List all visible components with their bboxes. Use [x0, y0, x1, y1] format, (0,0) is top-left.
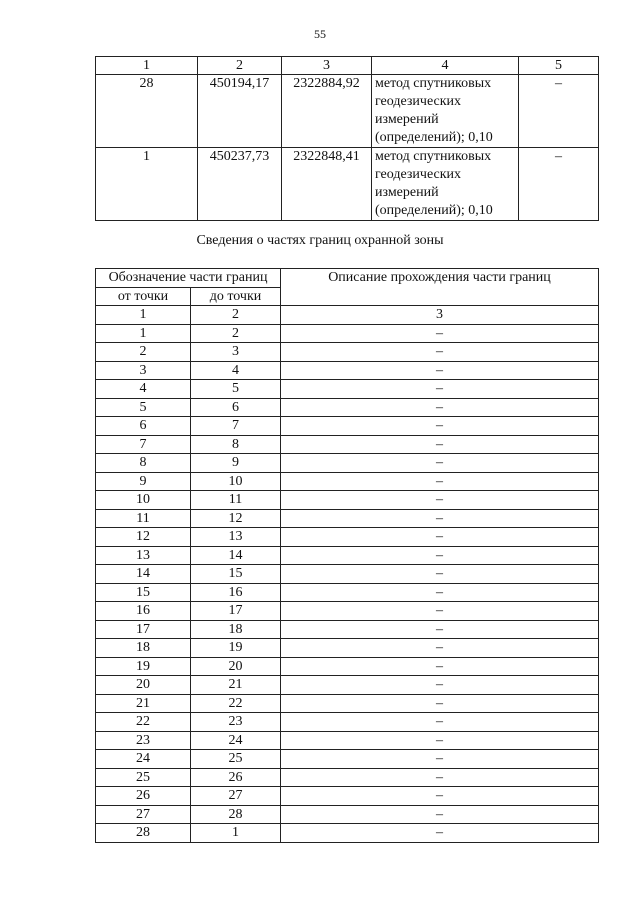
to-point-cell: 3	[191, 343, 281, 362]
parts-row	[96, 491, 599, 510]
parts-row	[96, 639, 599, 658]
to-point-cell: 25	[191, 750, 281, 769]
parts-row	[96, 454, 599, 473]
from-point-cell: 26	[96, 787, 191, 806]
y-coordinate-cell: 2322848,41	[282, 148, 372, 221]
from-point-cell: 23	[96, 731, 191, 750]
method-line: геодезических	[375, 94, 462, 109]
description-cell: –	[281, 565, 599, 584]
parts-row	[96, 509, 599, 528]
coord-header-cell: 2	[198, 57, 282, 75]
from-point-cell: 6	[96, 417, 191, 436]
description-cell: –	[281, 380, 599, 399]
method-line: измерений	[375, 112, 439, 127]
from-point-cell: 25	[96, 768, 191, 787]
from-point-cell: 9	[96, 472, 191, 491]
description-cell: –	[281, 676, 599, 695]
coord-header-row	[96, 57, 599, 75]
from-point-cell: 5	[96, 398, 191, 417]
description-cell: –	[281, 602, 599, 621]
to-point-cell: 14	[191, 546, 281, 565]
coord-row	[96, 148, 599, 221]
column-number-cell: 3	[281, 306, 599, 325]
description-cell: –	[281, 343, 599, 362]
parts-row	[96, 583, 599, 602]
point-cell: 1	[96, 148, 198, 221]
parts-row	[96, 343, 599, 362]
method-cell	[372, 148, 519, 221]
y-coordinate-cell: 2322884,92	[282, 75, 372, 148]
parts-colnum-row	[96, 306, 599, 325]
coord-header-cell: 4	[372, 57, 519, 75]
note-cell: –	[519, 75, 599, 148]
from-point-cell: 24	[96, 750, 191, 769]
to-point-cell: 13	[191, 528, 281, 547]
from-point-cell: 4	[96, 380, 191, 399]
parts-row	[96, 565, 599, 584]
to-point-cell: 28	[191, 805, 281, 824]
from-point-cell: 1	[96, 324, 191, 343]
parts-row	[96, 750, 599, 769]
description-cell: –	[281, 731, 599, 750]
from-point-cell: 14	[96, 565, 191, 584]
coord-row	[96, 75, 599, 148]
to-point-cell: 21	[191, 676, 281, 695]
header-from-cell: от точки	[96, 287, 191, 306]
section-title: Сведения о частях границ охранной зоны	[196, 233, 444, 248]
parts-row	[96, 824, 599, 843]
method-line: измерений	[375, 185, 439, 200]
from-point-cell: 22	[96, 713, 191, 732]
to-point-cell: 16	[191, 583, 281, 602]
x-coordinate-cell: 450194,17	[198, 75, 282, 148]
from-point-cell: 13	[96, 546, 191, 565]
from-point-cell: 10	[96, 491, 191, 510]
from-point-cell: 15	[96, 583, 191, 602]
to-point-cell: 2	[191, 324, 281, 343]
to-point-cell: 23	[191, 713, 281, 732]
from-point-cell: 16	[96, 602, 191, 621]
parts-row	[96, 694, 599, 713]
coord-header-cell: 1	[96, 57, 198, 75]
method-cell	[372, 75, 519, 148]
parts-row	[96, 435, 599, 454]
x-coordinate-cell: 450237,73	[198, 148, 282, 221]
description-cell: –	[281, 805, 599, 824]
parts-row	[96, 324, 599, 343]
to-point-cell: 27	[191, 787, 281, 806]
from-point-cell: 21	[96, 694, 191, 713]
method-line: метод спутниковых	[375, 149, 492, 164]
description-cell: –	[281, 657, 599, 676]
description-cell: –	[281, 750, 599, 769]
description-cell: –	[281, 824, 599, 843]
header-group-cell: Обозначение части границ	[96, 269, 281, 288]
parts-row	[96, 713, 599, 732]
header-desc-cell: Описание прохождения части границ	[281, 269, 599, 306]
to-point-cell: 22	[191, 694, 281, 713]
method-line: (определений); 0,10	[375, 203, 493, 218]
to-point-cell: 4	[191, 361, 281, 380]
to-point-cell: 20	[191, 657, 281, 676]
to-point-cell: 15	[191, 565, 281, 584]
method-line: метод спутниковых	[375, 76, 492, 91]
to-point-cell: 26	[191, 768, 281, 787]
description-cell: –	[281, 398, 599, 417]
boundary-parts-table	[95, 268, 599, 843]
description-cell: –	[281, 472, 599, 491]
description-cell: –	[281, 713, 599, 732]
from-point-cell: 3	[96, 361, 191, 380]
description-cell: –	[281, 768, 599, 787]
parts-row	[96, 417, 599, 436]
to-point-cell: 5	[191, 380, 281, 399]
from-point-cell: 8	[96, 454, 191, 473]
description-cell: –	[281, 491, 599, 510]
description-cell: –	[281, 546, 599, 565]
from-point-cell: 18	[96, 639, 191, 658]
from-point-cell: 11	[96, 509, 191, 528]
parts-row	[96, 731, 599, 750]
from-point-cell: 17	[96, 620, 191, 639]
to-point-cell: 10	[191, 472, 281, 491]
parts-row	[96, 676, 599, 695]
to-point-cell: 24	[191, 731, 281, 750]
to-point-cell: 6	[191, 398, 281, 417]
description-cell: –	[281, 324, 599, 343]
parts-row	[96, 787, 599, 806]
header-to-cell: до точки	[191, 287, 281, 306]
parts-header-row	[96, 269, 599, 288]
from-point-cell: 19	[96, 657, 191, 676]
parts-row	[96, 768, 599, 787]
parts-row	[96, 528, 599, 547]
description-cell: –	[281, 639, 599, 658]
to-point-cell: 1	[191, 824, 281, 843]
description-cell: –	[281, 528, 599, 547]
coord-header-cell: 5	[519, 57, 599, 75]
coord-header-cell: 3	[282, 57, 372, 75]
to-point-cell: 11	[191, 491, 281, 510]
from-point-cell: 20	[96, 676, 191, 695]
parts-row	[96, 620, 599, 639]
column-number-cell: 1	[96, 306, 191, 325]
coordinates-table	[95, 56, 599, 221]
description-cell: –	[281, 454, 599, 473]
parts-row	[96, 805, 599, 824]
to-point-cell: 12	[191, 509, 281, 528]
point-cell: 28	[96, 75, 198, 148]
to-point-cell: 19	[191, 639, 281, 658]
parts-row	[96, 380, 599, 399]
description-cell: –	[281, 787, 599, 806]
from-point-cell: 27	[96, 805, 191, 824]
parts-row	[96, 602, 599, 621]
parts-row	[96, 472, 599, 491]
parts-row	[96, 657, 599, 676]
page-number: 55	[314, 27, 326, 41]
description-cell: –	[281, 509, 599, 528]
description-cell: –	[281, 361, 599, 380]
from-point-cell: 12	[96, 528, 191, 547]
from-point-cell: 2	[96, 343, 191, 362]
to-point-cell: 18	[191, 620, 281, 639]
note-cell: –	[519, 148, 599, 221]
description-cell: –	[281, 417, 599, 436]
from-point-cell: 28	[96, 824, 191, 843]
method-line: (определений); 0,10	[375, 130, 493, 145]
parts-row	[96, 361, 599, 380]
parts-row	[96, 546, 599, 565]
column-number-cell: 2	[191, 306, 281, 325]
to-point-cell: 7	[191, 417, 281, 436]
to-point-cell: 9	[191, 454, 281, 473]
description-cell: –	[281, 620, 599, 639]
description-cell: –	[281, 583, 599, 602]
to-point-cell: 17	[191, 602, 281, 621]
from-point-cell: 7	[96, 435, 191, 454]
description-cell: –	[281, 694, 599, 713]
description-cell: –	[281, 435, 599, 454]
to-point-cell: 8	[191, 435, 281, 454]
parts-row	[96, 398, 599, 417]
method-line: геодезических	[375, 167, 462, 182]
